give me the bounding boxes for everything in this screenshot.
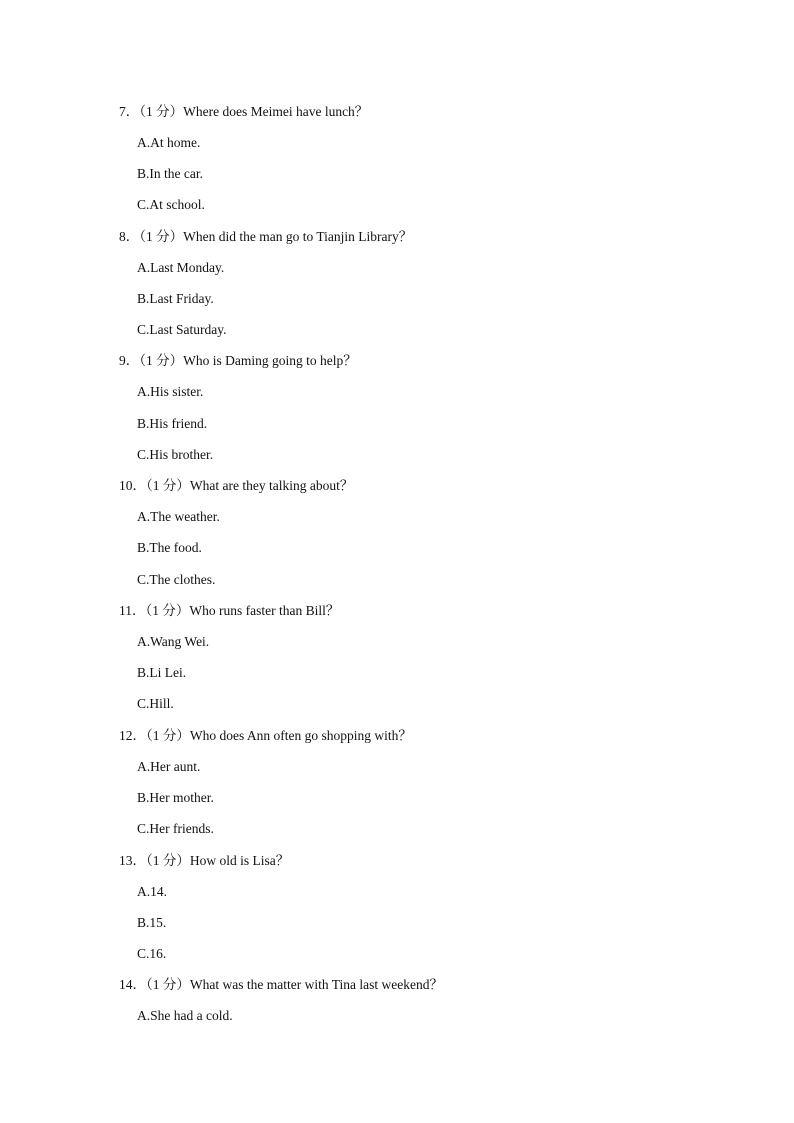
question-12-option-b: B.Her mother. — [137, 790, 214, 805]
question-8-option-c: C.Last Saturday. — [137, 322, 227, 337]
question-14-stem: 14．（1 分）What was the matter with Tina last weekend？ — [119, 977, 443, 992]
question-11-option-c: C.Hill. — [137, 696, 174, 711]
question-10-option-a: A.The weather. — [137, 509, 220, 524]
question-10-option-c: C.The clothes. — [137, 572, 216, 587]
question-9-option-c: C.His brother. — [137, 447, 214, 462]
question-7-stem: 7．（1 分）Where does Meimei have lunch？ — [119, 104, 369, 119]
question-10-option-b: B.The food. — [137, 540, 202, 555]
question-13-option-a: A.14. — [137, 884, 167, 899]
question-7-option-b: B.In the car. — [137, 166, 203, 181]
question-13-stem: 13．（1 分）How old is Lisa？ — [119, 853, 290, 868]
question-9-stem: 9．（1 分）Who is Daming going to help？ — [119, 353, 357, 368]
question-8-option-a: A.Last Monday. — [137, 260, 225, 275]
question-10-stem: 10．（1 分）What are they talking about？ — [119, 478, 354, 493]
question-8-option-b: B.Last Friday. — [137, 291, 214, 306]
question-8-stem: 8．（1 分）When did the man go to Tianjin Library？ — [119, 229, 413, 244]
question-7-option-a: A.At home. — [137, 135, 201, 150]
question-11-option-a: A.Wang Wei. — [137, 634, 210, 649]
question-11-option-b: B.Li Lei. — [137, 665, 187, 680]
question-13-option-b: B.15. — [137, 915, 167, 930]
question-9-option-a: A.His sister. — [137, 384, 204, 399]
question-12-stem: 12．（1 分）Who does Ann often go shopping with？ — [119, 728, 412, 743]
question-9-option-b: B.His friend. — [137, 416, 208, 431]
question-12-option-a: A.Her aunt. — [137, 759, 201, 774]
question-14-option-a: A.She had a cold. — [137, 1008, 233, 1023]
question-7-option-c: C.At school. — [137, 197, 205, 212]
question-11-stem: 11．（1 分）Who runs faster than Bill？ — [119, 603, 340, 618]
question-13-option-c: C.16. — [137, 946, 167, 961]
question-12-option-c: C.Her friends. — [137, 821, 214, 836]
